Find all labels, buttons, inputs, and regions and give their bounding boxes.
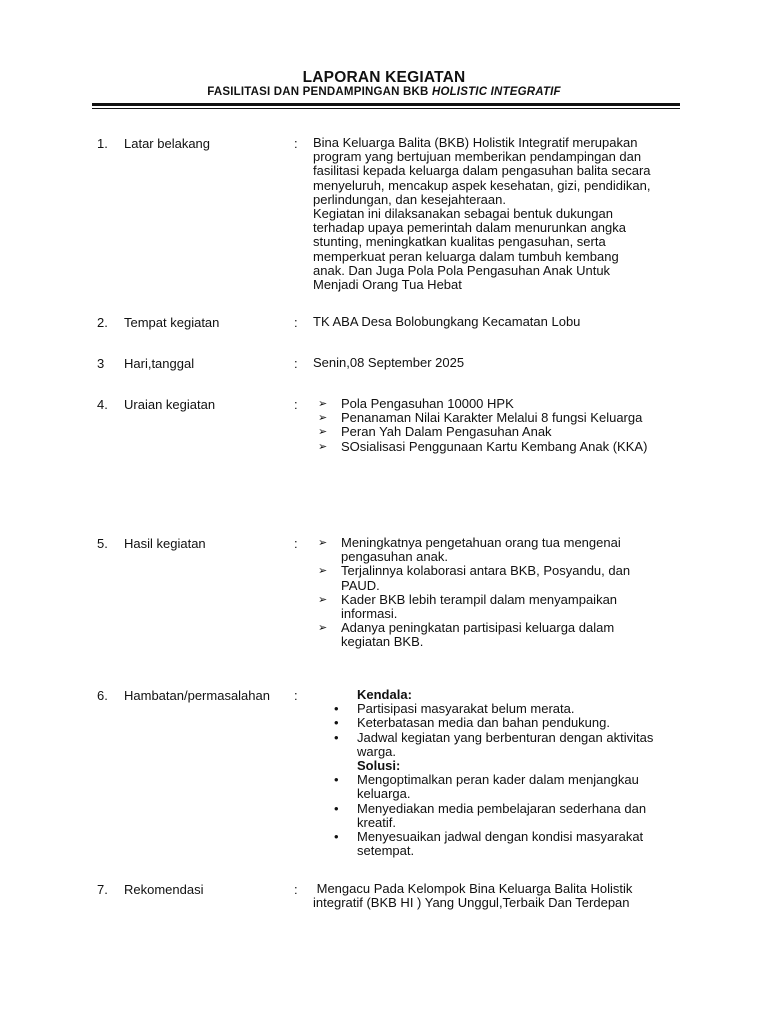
section-colon: : xyxy=(294,397,298,412)
document-title: LAPORAN KEGIATAN xyxy=(302,69,466,86)
section-body xyxy=(313,315,683,329)
list-item xyxy=(330,702,710,716)
list-item xyxy=(330,802,710,830)
body-line: memperkuat peran keluarga dalam tumbuh kembang xyxy=(313,248,619,264)
header-rule-thick xyxy=(92,103,680,106)
body-line: integratif (BKB HI ) Yang Unggul,Terbaik Dan Terdepan xyxy=(313,895,630,911)
section-label: Hambatan/permasalahan xyxy=(124,688,270,703)
arrow-bullet-icon: ➢ xyxy=(318,412,328,425)
section-label: Hasil kegiatan xyxy=(124,536,206,551)
section-colon: : xyxy=(294,536,298,551)
body-line: Senin,08 September 2025 xyxy=(313,355,465,370)
section-label: Uraian kegiatan xyxy=(124,397,216,412)
list-item-text: Menyediakan media pembelajaran sederhana dan xyxy=(357,800,647,816)
list-item xyxy=(318,440,688,454)
list-item xyxy=(318,564,688,592)
list-item xyxy=(318,593,688,621)
bullet-icon: • xyxy=(334,772,339,788)
list-item-text: Adanya peningkatan partisipasi keluarga dalam xyxy=(341,620,615,636)
list-item xyxy=(318,621,688,649)
bullet-icon: • xyxy=(334,800,339,816)
hasil-list xyxy=(318,536,688,650)
section-colon: : xyxy=(294,688,298,703)
section-label: Rekomendasi xyxy=(124,882,204,897)
section-colon: : xyxy=(294,315,298,330)
list-item-text: Jadwal kegiatan yang berbenturan dengan aktivitas xyxy=(357,729,654,745)
list-item-text: Penanaman Nilai Karakter Melalui 8 fungsi Keluarga xyxy=(341,410,643,426)
body-line: Kegiatan ini dilaksanakan sebagai bentuk dukungan xyxy=(313,206,613,222)
section-body xyxy=(313,356,683,370)
section-colon: : xyxy=(294,136,298,151)
list-item-text: Kader BKB lebih terampil dalam menyampaikan xyxy=(341,591,618,607)
subtitle-italic: HOLISTIC INTEGRATIF xyxy=(431,86,561,98)
header-rule-thin xyxy=(92,108,680,109)
section-number: 2. xyxy=(97,315,108,330)
section-label: Hari,tanggal xyxy=(124,356,195,371)
list-item-text: setempat. xyxy=(357,843,415,859)
arrow-bullet-icon: ➢ xyxy=(318,622,328,635)
bullet-icon: • xyxy=(334,701,339,717)
body-line: stunting, meningkatkan kualitas pengasuhan, serta xyxy=(313,234,606,250)
list-item xyxy=(318,411,688,425)
list-item xyxy=(330,773,710,801)
list-item-text: PAUD. xyxy=(341,577,380,593)
section-number: 4. xyxy=(97,397,108,412)
list-item-text: Keterbatasan media dan bahan pendukung. xyxy=(357,715,610,731)
section-label: Latar belakang xyxy=(124,136,211,151)
list-item-text: SOsialisasi Penggunaan Kartu Kembang Anak (KKA) xyxy=(341,438,648,454)
arrow-bullet-icon: ➢ xyxy=(318,398,328,410)
body-line: perlindungan, dan kesejahteraan. xyxy=(313,191,506,207)
body-line: program yang bertujuan memberikan pendampingan dan xyxy=(313,149,642,165)
list-item-text: kreatif. xyxy=(357,814,397,830)
uraian-list xyxy=(318,397,688,454)
body-line: fasilitasi kepada keluarga dalam pengasuhan balita secara xyxy=(313,163,651,179)
list-item-text: Menyesuaikan jadwal dengan kondisi masyarakat xyxy=(357,829,644,845)
list-item-text: Terjalinnya kolaborasi antara BKB, Posyandu, dan xyxy=(341,563,631,579)
section-body xyxy=(313,136,683,292)
list-item xyxy=(318,397,688,411)
section-number: 5. xyxy=(97,536,108,551)
arrow-bullet-icon: ➢ xyxy=(318,565,328,578)
body-line: menyeluruh, mencakup aspek kesehatan, gizi, pendidikan, xyxy=(313,177,651,193)
arrow-bullet-icon: ➢ xyxy=(318,426,328,439)
list-item-text: Peran Yah Dalam Pengasuhan Anak xyxy=(341,424,552,440)
section-number: 7. xyxy=(97,882,108,897)
list-item xyxy=(330,731,710,759)
list-item xyxy=(318,536,688,564)
hambatan-body xyxy=(330,688,710,858)
list-item-text: pengasuhan anak. xyxy=(341,549,448,565)
section-colon: : xyxy=(294,882,298,897)
list-item-text: Mengoptimalkan peran kader dalam menjangkau xyxy=(357,772,639,788)
section-body xyxy=(313,882,683,910)
arrow-bullet-icon: ➢ xyxy=(318,440,328,453)
list-item xyxy=(318,425,688,439)
bullet-icon: • xyxy=(334,829,339,845)
section-number: 3 xyxy=(97,356,105,371)
list-item-text: Meningkatnya pengetahuan orang tua mengenai xyxy=(341,535,621,550)
list-item xyxy=(330,830,710,858)
solusi-heading: Solusi: xyxy=(357,758,401,774)
body-line: Menjadi Orang Tua Hebat xyxy=(313,277,462,293)
kendala-heading: Kendala: xyxy=(357,687,412,702)
list-item-text: Pola Pengasuhan 10000 HPK xyxy=(341,396,514,411)
bullet-icon: • xyxy=(334,729,339,745)
body-line: Bina Keluarga Balita (BKB) Holistik Integratif merupakan xyxy=(313,135,638,150)
document-subtitle xyxy=(0,86,768,98)
arrow-bullet-icon: ➢ xyxy=(318,537,328,549)
list-item xyxy=(330,716,710,730)
body-line: anak. Dan Juga Pola Pola Pengasuhan Anak Untuk xyxy=(313,262,611,278)
list-item-text: warga. xyxy=(357,743,397,759)
list-item-text: kegiatan BKB. xyxy=(341,634,424,650)
list-item-text: Partisipasi masyarakat belum merata. xyxy=(357,701,575,717)
arrow-bullet-icon: ➢ xyxy=(318,593,328,606)
body-line: TK ABA Desa Bolobungkang Kecamatan Lobu xyxy=(313,314,581,329)
body-line: Mengacu Pada Kelompok Bina Keluarga Balita Holistik xyxy=(313,881,633,896)
section-label: Tempat kegiatan xyxy=(124,315,220,330)
list-item-text: informasi. xyxy=(341,606,398,622)
list-item-text: keluarga. xyxy=(357,786,411,802)
subtitle-main: FASILITASI DAN PENDAMPINGAN BKB xyxy=(207,86,432,98)
section-number: 1. xyxy=(97,136,108,151)
body-line: terhadap upaya pemerintah dalam menurunkan angka xyxy=(313,220,626,236)
section-number: 6. xyxy=(97,688,108,703)
bullet-icon: • xyxy=(334,715,339,731)
section-colon: : xyxy=(294,356,298,371)
